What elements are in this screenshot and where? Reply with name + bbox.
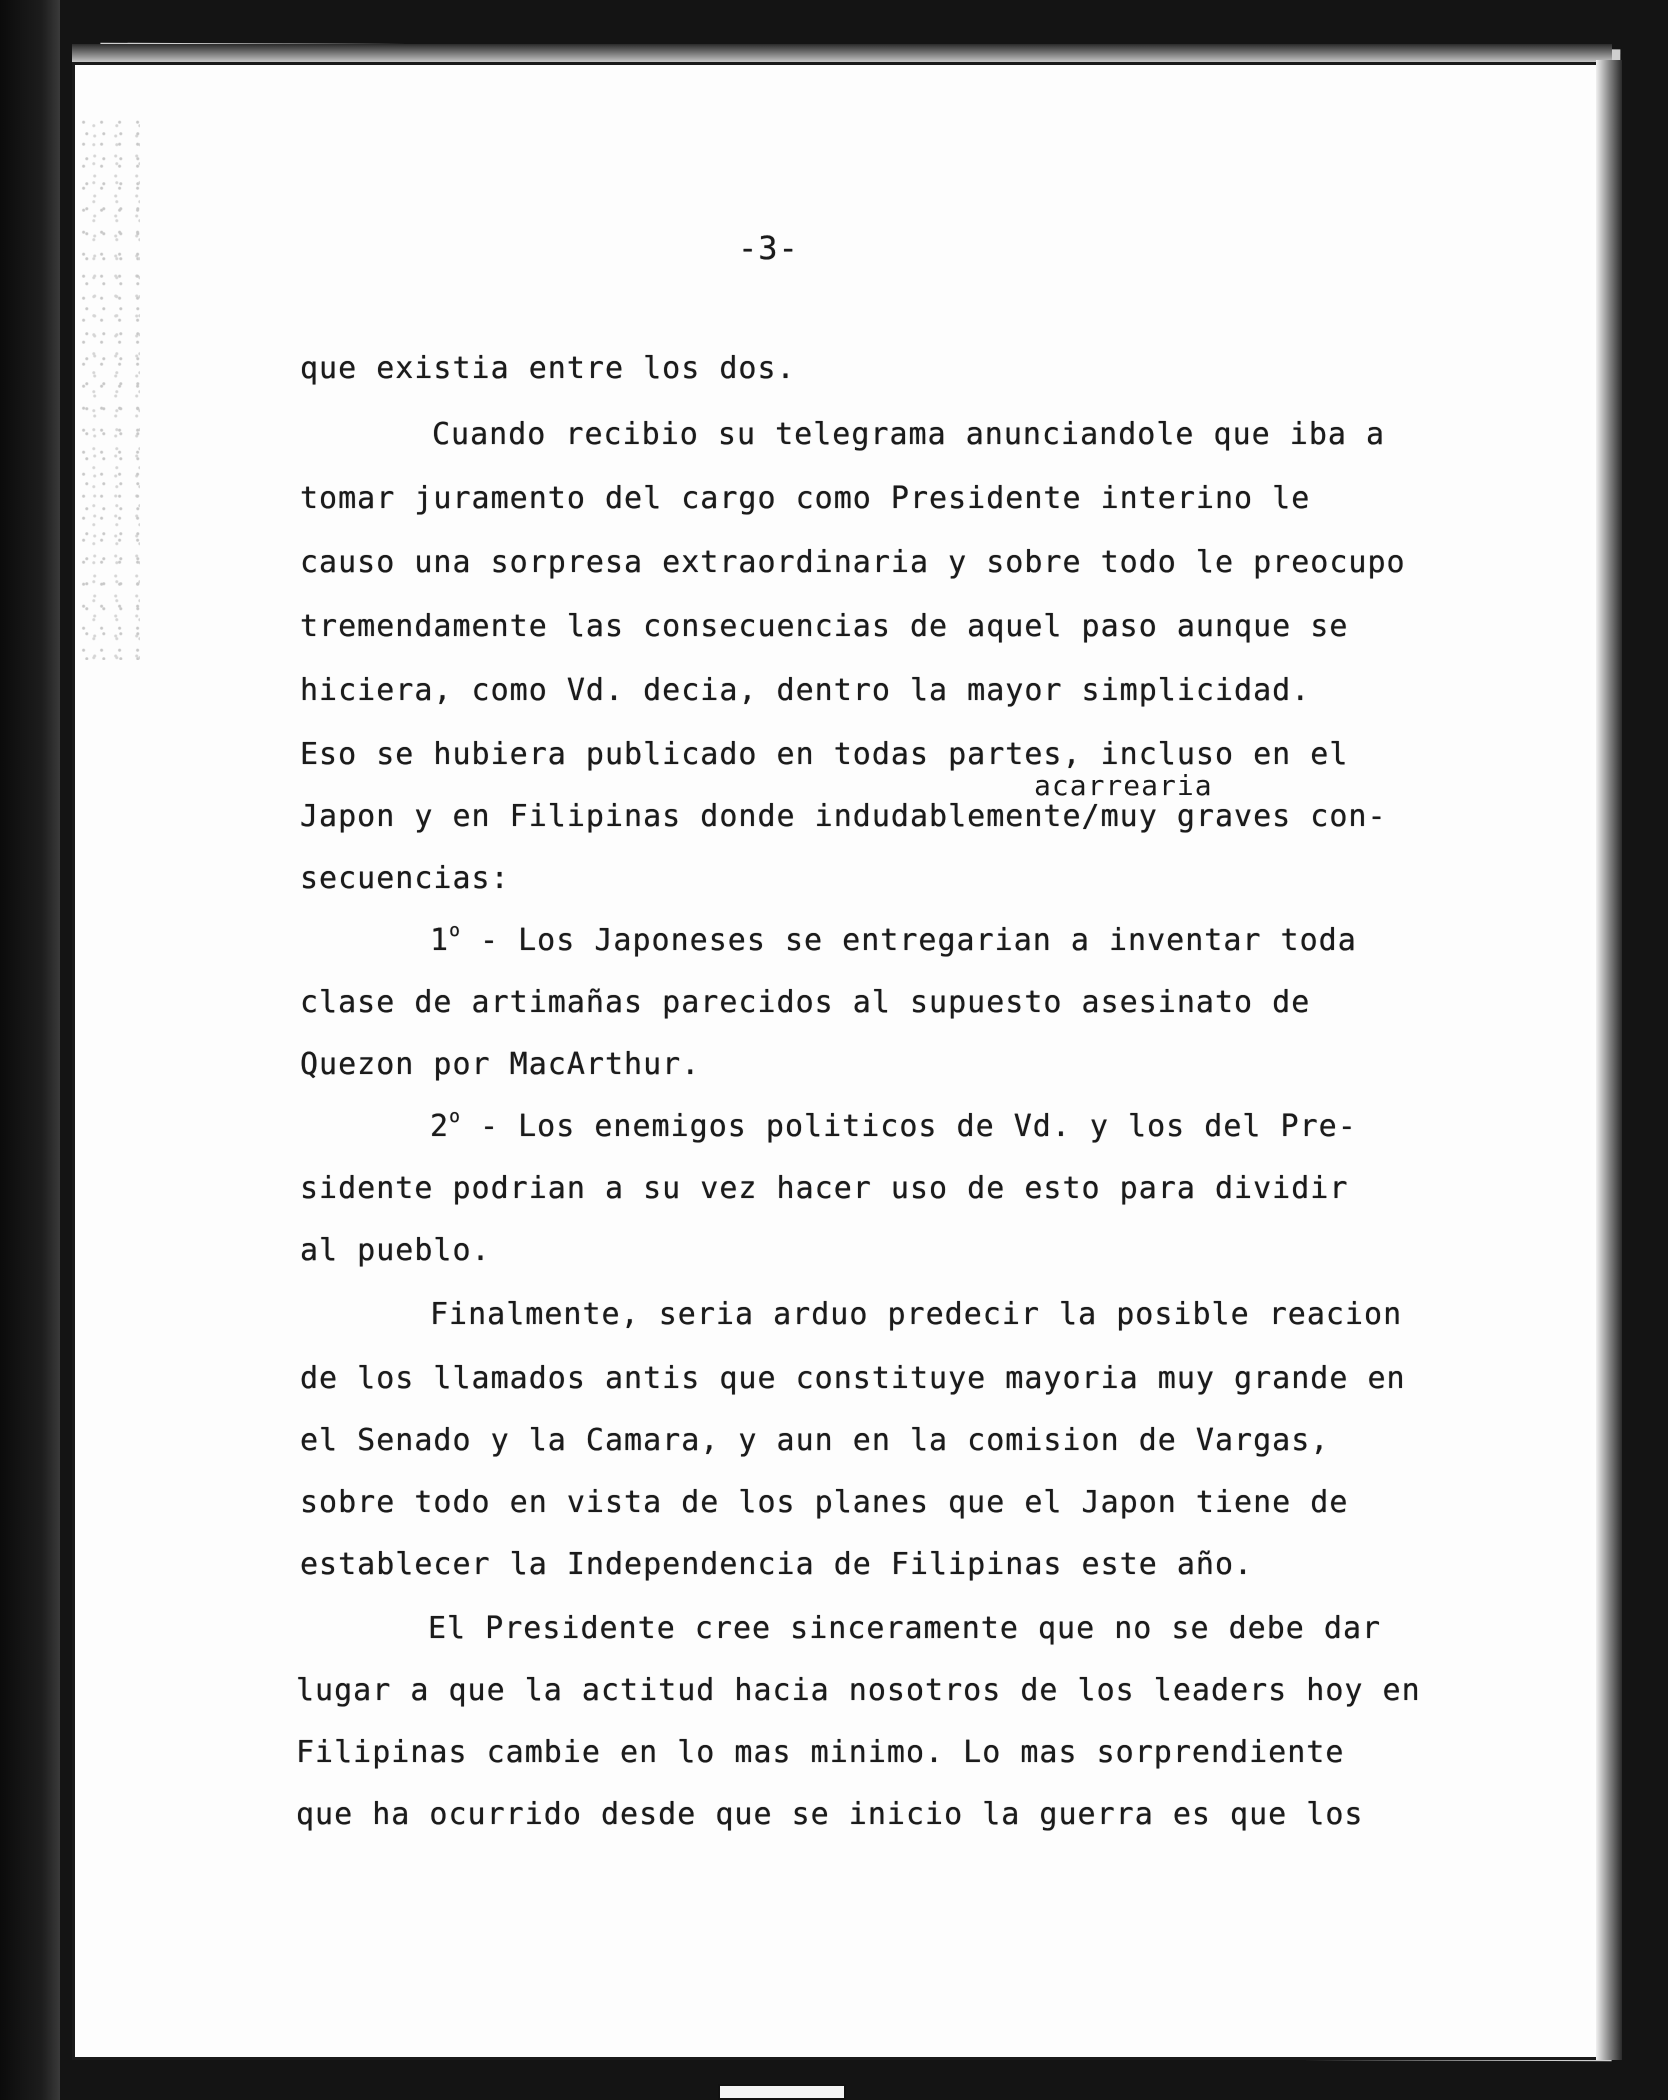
text-line-20: establecer la Independencia de Filipinas este año. bbox=[300, 1547, 1254, 1582]
text-line-10: - Los Japoneses se entregarian a inventar toda bbox=[460, 923, 1357, 958]
text-line-24: que ha ocurrido desde que se inicio la guerra es que los bbox=[296, 1797, 1364, 1832]
text-line-23: Filipinas cambie en lo mas minimo. Lo mas sorprendiente bbox=[296, 1735, 1345, 1770]
text-line-16: Finalmente, seria arduo predecir la posible reacion bbox=[430, 1297, 1403, 1332]
text-line-19: sobre todo en vista de los planes que el Japon tiene de bbox=[300, 1485, 1349, 1520]
item-number-1: 1 bbox=[430, 923, 450, 958]
text-line-9: secuencias: bbox=[300, 861, 510, 896]
text-line-14: sidente podrian a su vez hacer uso de esto para dividir bbox=[300, 1171, 1349, 1206]
text-line-15: al pueblo. bbox=[300, 1233, 491, 1268]
text-line-2: Cuando recibio su telegrama anunciandole que iba a bbox=[432, 417, 1386, 452]
text-line-3: tomar juramento del cargo como Presidente interino le bbox=[300, 481, 1311, 516]
text-line-17: de los llamados antis que constituye mayoria muy grande en bbox=[300, 1361, 1406, 1396]
text-line-4: causo una sorpresa extraordinaria y sobre todo le preocupo bbox=[300, 545, 1406, 580]
text-line-21: El Presidente cree sinceramente que no se debe dar bbox=[428, 1611, 1382, 1646]
handwritten-insertion: acarrearia bbox=[1034, 769, 1213, 802]
text-line-11: clase de artimañas parecidos al supuesto asesinato de bbox=[300, 985, 1311, 1020]
text-line-8: Japon y en Filipinas donde indudablemente/muy graves con- bbox=[300, 799, 1387, 834]
text-line-12: Quezon por MacArthur. bbox=[300, 1047, 701, 1082]
list-item-2 bbox=[430, 1106, 1357, 1144]
text-line-13: - Los enemigos politicos de Vd. y los del Pre- bbox=[460, 1109, 1357, 1144]
ordinal-mark-1: o bbox=[449, 920, 461, 941]
text-line-7: Eso se hubiera publicado en todas partes, incluso en el bbox=[300, 737, 1349, 772]
list-item-1 bbox=[430, 920, 1357, 958]
page-number: -3- bbox=[738, 229, 799, 267]
text-line-6: hiciera, como Vd. decia, dentro la mayor simplicidad. bbox=[300, 673, 1311, 708]
text-line-18: el Senado y la Camara, y aun en la comision de Vargas, bbox=[300, 1423, 1330, 1458]
ordinal-mark-2: o bbox=[449, 1106, 461, 1127]
text-line-22: lugar a que la actitud hacia nosotros de los leaders hoy en bbox=[296, 1673, 1421, 1708]
item-number-2: 2 bbox=[430, 1109, 450, 1144]
text-line-1: que existia entre los dos. bbox=[300, 351, 796, 386]
text-line-5: tremendamente las consecuencias de aquel paso aunque se bbox=[300, 609, 1349, 644]
